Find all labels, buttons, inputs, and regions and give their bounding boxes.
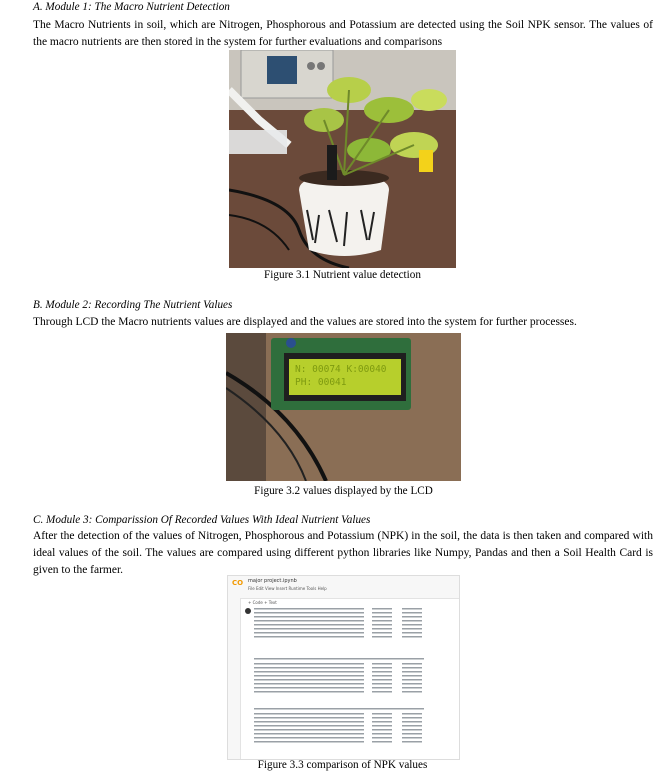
notebook-title: major project.ipynb: [248, 578, 297, 584]
notebook-output-tables: [242, 606, 457, 756]
lcd-line-1: N: 00074 K:00040: [295, 364, 387, 375]
figure-3-3-image: [227, 575, 460, 760]
section-b-body: Through LCD the Macro nutrients values are displayed and the values are stored into the system for further processes.: [33, 316, 577, 328]
figure-3-2-caption: Figure 3.2 values displayed by the LCD: [254, 485, 433, 497]
figure-3-2-image: [226, 333, 461, 481]
notebook-toolbar: + Code + Text: [248, 600, 277, 605]
notebook-menu: File Edit View Insert Runtime Tools Help: [248, 586, 327, 591]
section-c-heading: C. Module 3: Comparission Of Recorded Values With Ideal Nutrient Values: [33, 514, 371, 526]
notebook-header: [228, 576, 459, 599]
lcd-screen: [289, 359, 401, 395]
section-a-body: The Macro Nutrients in soil, which are Nitrogen, Phosphorous and Potassium are detected using the Soil NPK sensor. The values of the macro nutrients are then stored in the system for further evaluations and comparisons: [33, 19, 653, 48]
notebook-sidebar: [228, 598, 241, 759]
figure-3-3-caption: Figure 3.3 comparison of NPK values: [257, 759, 428, 771]
figure-3-1-image: [229, 50, 456, 268]
figure-3-1-caption: Figure 3.1 Nutrient value detection: [264, 269, 421, 281]
section-a-heading: A. Module 1: The Macro Nutrient Detection: [33, 1, 230, 13]
section-c-body: After the detection of the values of Nitrogen, Phosphorous and Potassium (NPK) in the soil, the data is then taken and compared with ideal values of the soil. The values are compared using different python libraries like Numpy, Pandas and then a Soil Health Card is given to the farmer.: [33, 530, 653, 576]
colab-logo-icon: CO: [232, 579, 244, 587]
lcd-line-2: PH: 00041: [295, 377, 347, 388]
section-b-heading: B. Module 2: Recording The Nutrient Values: [33, 299, 233, 311]
